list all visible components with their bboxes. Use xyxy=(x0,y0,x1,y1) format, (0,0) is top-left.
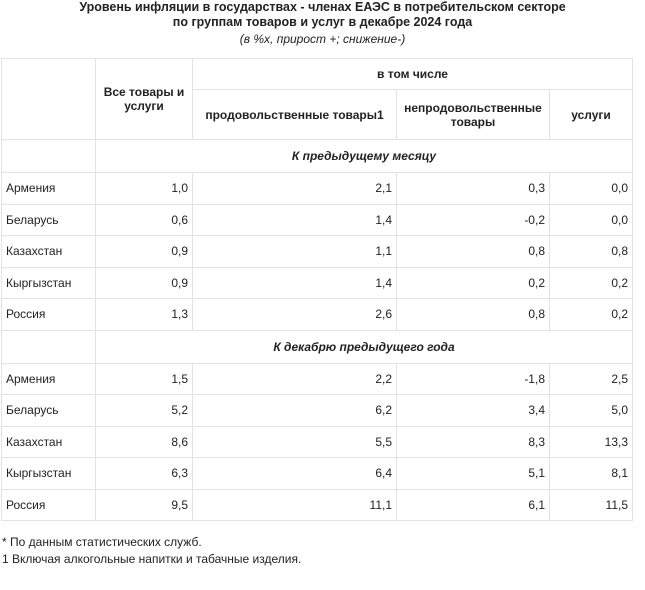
header-country-empty xyxy=(2,59,96,140)
nonfood-cell: -0,2 xyxy=(397,204,550,236)
header-services: услуги xyxy=(550,90,633,140)
country-cell: Россия xyxy=(2,489,96,521)
table-row xyxy=(2,363,633,395)
all-goods-cell: 6,3 xyxy=(96,458,193,490)
food-cell: 2,1 xyxy=(193,173,397,205)
food-cell: 2,6 xyxy=(193,299,397,331)
table-row xyxy=(2,173,633,205)
table-row xyxy=(2,395,633,427)
title-line-1: Уровень инфляции в государствах - членах ЕАЭС в потребительском секторе xyxy=(79,0,566,14)
food-cell: 6,4 xyxy=(193,458,397,490)
all-goods-cell: 8,6 xyxy=(96,426,193,458)
country-cell: Беларусь xyxy=(2,204,96,236)
services-cell: 13,3 xyxy=(550,426,633,458)
table-body xyxy=(2,140,633,521)
nonfood-cell: 0,8 xyxy=(397,236,550,268)
all-goods-cell: 0,9 xyxy=(96,267,193,299)
table-row xyxy=(2,204,633,236)
country-cell: Армения xyxy=(2,363,96,395)
nonfood-cell: 3,4 xyxy=(397,395,550,427)
all-goods-cell: 5,2 xyxy=(96,395,193,427)
table-row xyxy=(2,267,633,299)
services-cell: 0,2 xyxy=(550,267,633,299)
footnotes xyxy=(2,534,301,568)
services-cell: 0,0 xyxy=(550,204,633,236)
nonfood-cell: 0,2 xyxy=(397,267,550,299)
services-cell: 2,5 xyxy=(550,363,633,395)
table-subtitle: (в %х, прирост +; снижение-) xyxy=(239,32,406,46)
all-goods-cell: 1,3 xyxy=(96,299,193,331)
table-row xyxy=(2,426,633,458)
services-cell: 11,5 xyxy=(550,489,633,521)
header-food: продовольственные товары1 xyxy=(193,90,397,140)
table-row xyxy=(2,458,633,490)
country-cell: Казахстан xyxy=(2,426,96,458)
food-cell: 6,2 xyxy=(193,395,397,427)
section-row xyxy=(2,140,633,173)
footnote-source: * По данным статистических служб. xyxy=(2,535,202,549)
services-cell: 0,8 xyxy=(550,236,633,268)
country-cell: Россия xyxy=(2,299,96,331)
header-including: в том числе xyxy=(193,59,633,90)
title-line-2: по группам товаров и услуг в декабре 2024 года xyxy=(172,15,473,29)
all-goods-cell: 0,9 xyxy=(96,236,193,268)
all-goods-cell: 9,5 xyxy=(96,489,193,521)
food-cell: 1,4 xyxy=(193,204,397,236)
country-cell: Кыргызстан xyxy=(2,267,96,299)
country-cell: Беларусь xyxy=(2,395,96,427)
header-nonfood: непродовольственные товары xyxy=(397,90,550,140)
services-cell: 8,1 xyxy=(550,458,633,490)
country-cell: Казахстан xyxy=(2,236,96,268)
food-cell: 1,4 xyxy=(193,267,397,299)
food-cell: 11,1 xyxy=(193,489,397,521)
services-cell: 0,0 xyxy=(550,173,633,205)
nonfood-cell: 0,3 xyxy=(397,173,550,205)
services-cell: 5,0 xyxy=(550,395,633,427)
section-spacer-cell xyxy=(2,330,96,363)
section-title: К предыдущему месяцу xyxy=(96,140,633,173)
country-cell: Армения xyxy=(2,173,96,205)
nonfood-cell: -1,8 xyxy=(397,363,550,395)
food-cell: 2,2 xyxy=(193,363,397,395)
footnote-alcohol: 1 Включая алкогольные напитки и табачные изделия. xyxy=(2,552,302,566)
nonfood-cell: 5,1 xyxy=(397,458,550,490)
food-cell: 5,5 xyxy=(193,426,397,458)
country-cell: Кыргызстан xyxy=(2,458,96,490)
section-title: К декабрю предыдущего года xyxy=(96,330,633,363)
table-row xyxy=(2,236,633,268)
nonfood-cell: 8,3 xyxy=(397,426,550,458)
services-cell: 0,2 xyxy=(550,299,633,331)
header-all-goods: Все товары и услуги xyxy=(96,59,193,140)
nonfood-cell: 0,8 xyxy=(397,299,550,331)
all-goods-cell: 1,0 xyxy=(96,173,193,205)
table-title xyxy=(0,0,645,30)
nonfood-cell: 6,1 xyxy=(397,489,550,521)
section-row xyxy=(2,330,633,363)
all-goods-cell: 0,6 xyxy=(96,204,193,236)
table-row xyxy=(2,299,633,331)
table-row xyxy=(2,489,633,521)
all-goods-cell: 1,5 xyxy=(96,363,193,395)
food-cell: 1,1 xyxy=(193,236,397,268)
inflation-table xyxy=(1,58,633,521)
section-spacer-cell xyxy=(2,140,96,173)
